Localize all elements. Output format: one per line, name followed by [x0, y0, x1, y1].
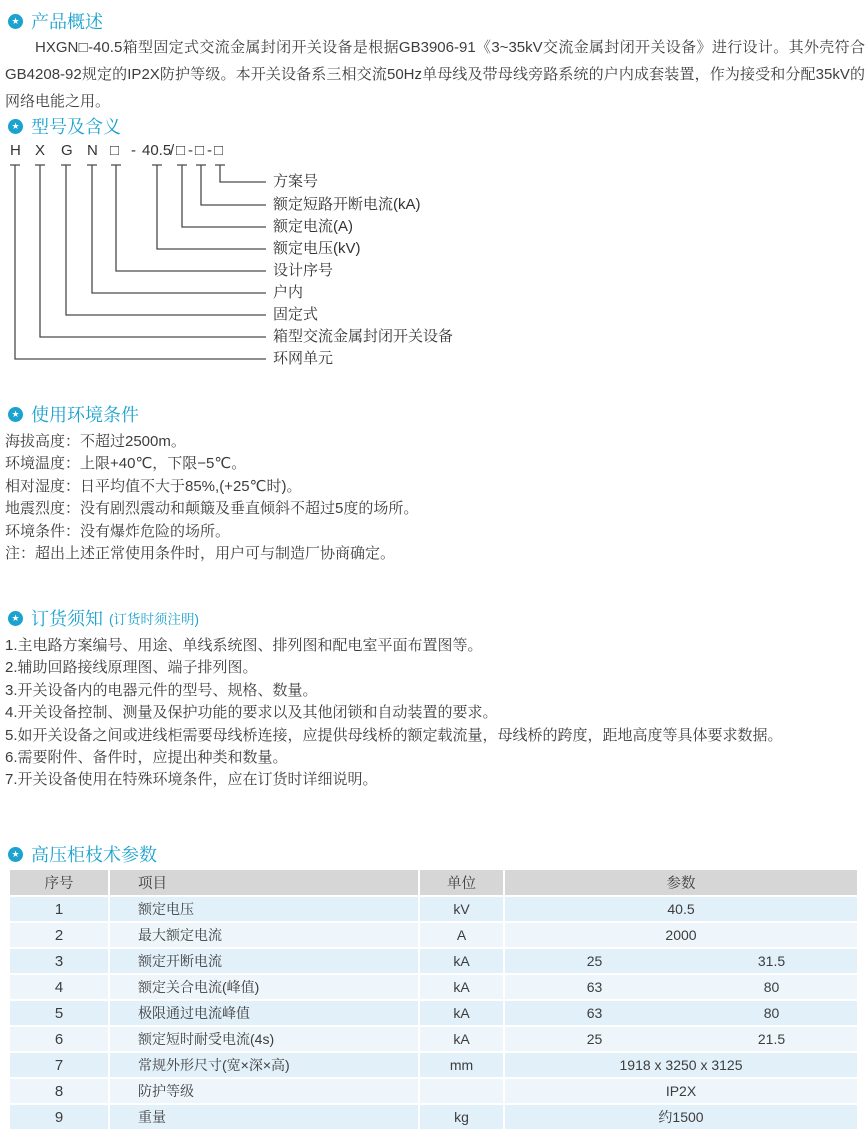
parameters-table [10, 870, 857, 1130]
environment-item: 相对湿度：日平均值不大于85%,(+25℃时)。 [5, 477, 302, 495]
col-header-params: 参数 [505, 870, 857, 895]
section-heading-environment [8, 401, 139, 427]
section-heading-model [8, 113, 121, 139]
model-code-part: - [131, 142, 136, 159]
row-unit: A [420, 923, 503, 947]
diagram-label: 方案号 [273, 173, 319, 190]
row-value: 40.5 [505, 897, 857, 921]
row-unit: kV [420, 897, 503, 921]
row-value: 21.5 [686, 1027, 857, 1051]
diagram-connector-lines [10, 142, 290, 372]
table-row [10, 1027, 857, 1051]
table-row [10, 1079, 857, 1103]
col-header-unit: 单位 [420, 870, 503, 895]
row-unit: kA [420, 1027, 503, 1051]
star-circle-icon: ★ [8, 119, 23, 134]
row-value: 25 [505, 949, 684, 973]
diagram-label: 户内 [273, 284, 304, 301]
star-circle-icon: ★ [8, 14, 23, 29]
model-code-part: X [35, 142, 46, 159]
environment-item: 注：超出上述正常使用条件时，用户可与制造厂协商确定。 [5, 545, 396, 563]
diagram-label: 额定电流(A) [273, 218, 353, 235]
row-value: 63 [505, 1001, 684, 1025]
row-value: 80 [686, 1001, 857, 1025]
row-no: 6 [10, 1027, 108, 1051]
star-circle-icon: ★ [8, 611, 23, 626]
row-no: 7 [10, 1053, 108, 1077]
row-item: 额定关合电流(峰值) [110, 975, 418, 999]
row-unit [420, 1079, 503, 1103]
row-value: 约1500 [505, 1105, 857, 1129]
diagram-label: 箱型交流金属封闭开关设备 [273, 328, 454, 345]
table-row [10, 1001, 857, 1025]
section-subtitle: (订货时须注明) [109, 612, 199, 627]
ordering-item: 4.开关设备控制、测量及保护功能的要求以及其他闭锁和自动装置的要求。 [5, 704, 498, 722]
row-unit: kA [420, 975, 503, 999]
table-row [10, 1053, 857, 1077]
table-row [10, 923, 857, 947]
diagram-label: 环网单元 [273, 350, 334, 367]
row-value: 80 [686, 975, 857, 999]
row-no: 2 [10, 923, 108, 947]
row-no: 5 [10, 1001, 108, 1025]
row-item: 额定电压 [110, 897, 418, 921]
table-row [10, 975, 857, 999]
row-unit: mm [420, 1053, 503, 1077]
ordering-item: 2.辅助回路接线原理图、端子排列图。 [5, 659, 258, 677]
row-item: 重量 [110, 1105, 418, 1129]
ordering-item: 5.如开关设备之间或进线柜需要母线桥连接，应提供母线桥的额定载流量，母线桥的跨度，距地高度等具体要求数据。 [5, 726, 783, 744]
section-heading-ordering [8, 605, 199, 631]
ordering-item: 1.主电路方案编号、用途、单线系统图、排列图和配电室平面布置图等。 [5, 637, 483, 654]
environment-item: 环境温度：上限+40℃，下限−5℃。 [5, 455, 247, 473]
environment-item: 环境条件：没有爆炸危险的场所。 [5, 522, 231, 540]
section-title: 型号及含义 [31, 117, 121, 137]
model-code-part: / [170, 142, 175, 159]
row-value: 63 [505, 975, 684, 999]
section-heading-overview [8, 8, 103, 34]
row-item: 最大额定电流 [110, 923, 418, 947]
ordering-notes-list [5, 635, 865, 792]
row-unit: kA [420, 949, 503, 973]
model-code-part: - [207, 142, 212, 159]
diagram-label: 额定短路开断电流(kA) [273, 196, 421, 213]
diagram-label: 设计序号 [273, 262, 334, 279]
row-item: 防护等级 [110, 1079, 418, 1103]
row-value: 1918 x 3250 x 3125 [505, 1053, 857, 1077]
row-no: 8 [10, 1079, 108, 1103]
model-designation-diagram [10, 142, 610, 382]
model-code-part: - [188, 142, 193, 159]
section-heading-parameters [8, 841, 157, 867]
environment-item: 地震烈度：没有剧烈震动和颠簸及垂直倾斜不超过5度的场所。 [5, 500, 419, 518]
diagram-label: 额定电压(kV) [273, 240, 361, 257]
model-code-part: H [10, 142, 21, 159]
row-item: 额定短时耐受电流(4s) [110, 1027, 418, 1051]
table-row [10, 949, 857, 973]
model-code-part: N [87, 142, 98, 159]
row-unit: kA [420, 1001, 503, 1025]
row-value: IP2X [505, 1079, 857, 1103]
col-header-item: 项目 [110, 870, 418, 895]
model-code-part: G [61, 142, 73, 159]
row-unit: kg [420, 1105, 503, 1129]
section-title: 使用环境条件 [31, 405, 139, 425]
section-title: 高压柜枝术参数 [31, 845, 157, 865]
table-row [10, 897, 857, 921]
model-code-part: □ [110, 142, 120, 159]
ordering-item: 6.需要附件、备件时，应提出种类和数量。 [5, 749, 288, 767]
overview-paragraph: HXGN□-40.5箱型固定式交流金属封闭开关设备是根据GB3906-91《3~35kV交流金属封闭开关设备》进行设计。其外壳符合GB4208-92规定的IP2X防护等级。本开关设备系三相交流50Hz单母线及带母线旁路系统的户内成套装置，作为接受和分配35kV的网络电能之用。 [5, 39, 865, 110]
model-code-part: 40.5 [142, 142, 172, 159]
diagram-label: 固定式 [273, 306, 319, 323]
section-title: 产品概述 [31, 12, 103, 32]
model-code-part: □ [214, 142, 224, 159]
row-item: 常规外形尺寸(宽×深×高) [110, 1053, 418, 1077]
row-no: 4 [10, 975, 108, 999]
row-no: 1 [10, 897, 108, 921]
row-value: 2000 [505, 923, 857, 947]
ordering-item: 7.开关设备使用在特殊环境条件，应在订货时详细说明。 [5, 771, 378, 789]
row-no: 3 [10, 949, 108, 973]
col-header-no: 序号 [10, 870, 108, 895]
environment-item: 海拔高度：不超过2500m。 [5, 433, 186, 450]
row-item: 极限通过电流峰值 [110, 1001, 418, 1025]
row-value: 25 [505, 1027, 684, 1051]
table-header-row [10, 870, 857, 895]
ordering-item: 3.开关设备内的电器元件的型号、规格、数量。 [5, 681, 318, 699]
model-code-part: □ [195, 142, 205, 159]
model-code-part: □ [176, 142, 186, 159]
row-item: 额定开断电流 [110, 949, 418, 973]
row-value: 31.5 [686, 949, 857, 973]
row-no: 9 [10, 1105, 108, 1129]
environment-conditions-list [5, 431, 865, 565]
star-circle-icon: ★ [8, 407, 23, 422]
star-circle-icon: ★ [8, 847, 23, 862]
section-title: 订货须知 [31, 609, 103, 629]
table-row [10, 1105, 857, 1129]
